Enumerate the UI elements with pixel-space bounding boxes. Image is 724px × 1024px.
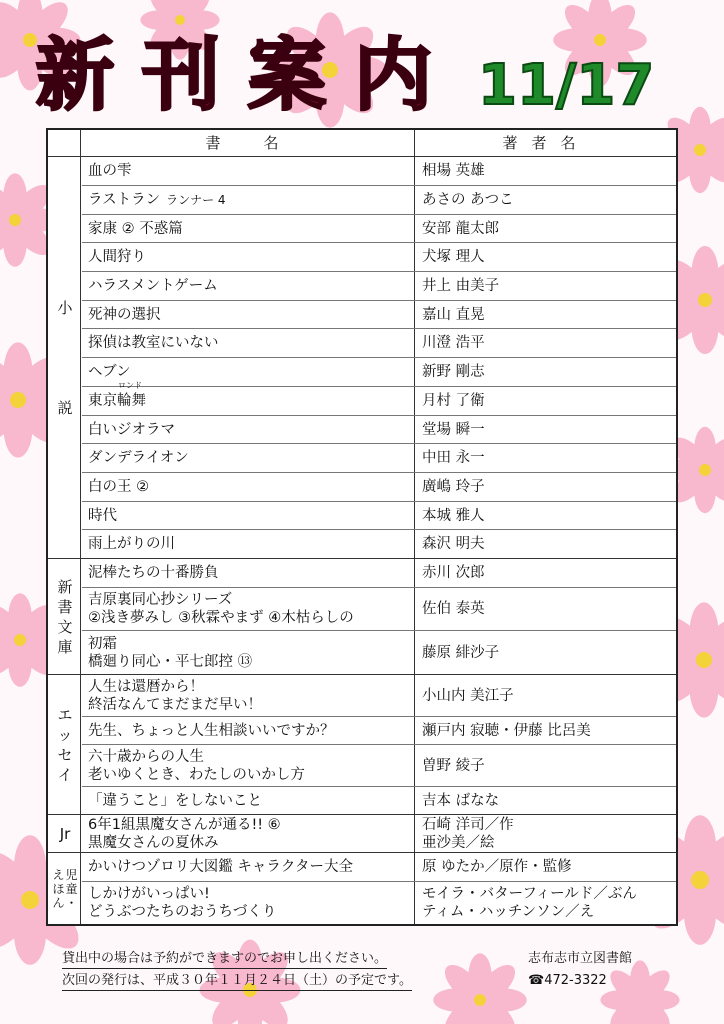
- table-row: [82, 530, 676, 559]
- table-row: [82, 358, 676, 387]
- section-novel-char: 小: [57, 298, 73, 317]
- book-title: [88, 745, 412, 786]
- book-title: かいけつゾロリ大図鑑 キャラクター大全: [88, 859, 354, 875]
- table-row: [82, 787, 676, 815]
- table-header: [48, 130, 676, 157]
- book-author: 小山内 美江子: [422, 687, 514, 704]
- section-jidou-col: [66, 868, 78, 910]
- book-title: 白の王 ②: [88, 479, 150, 495]
- next-issue-note: 次回の発行は、平成３０年１１月２４日（土）の予定です。: [62, 972, 412, 991]
- book-title: [88, 882, 412, 924]
- book-title: 家康 ② 不惑篇: [88, 220, 183, 237]
- book-author: 曽野 綾子: [422, 757, 485, 774]
- table-row: [82, 157, 676, 186]
- table-row: [82, 272, 676, 301]
- section-junior: [48, 815, 82, 853]
- table-row: [82, 381, 676, 416]
- section-essay-char: イ: [57, 765, 73, 784]
- page-title: 新刊案内: [36, 31, 461, 121]
- library-name: 志布志市立図書館: [528, 951, 633, 966]
- book-author: 犬塚 理人: [422, 249, 485, 265]
- table-row: [82, 502, 676, 530]
- table-row: [82, 588, 676, 631]
- book-title: 泥棒たちの十番勝負: [88, 565, 219, 581]
- table-row: [82, 243, 676, 272]
- book-author: 本城 雅人: [422, 507, 485, 524]
- book-title: 「違うこと」をしないこと: [88, 792, 262, 809]
- book-title-line1: 吉原裏同心抄シリーズ: [88, 592, 233, 608]
- book-author: [422, 882, 672, 924]
- book-title-line2: どうぶつたちのおうちづくり: [88, 904, 277, 920]
- book-title: [88, 815, 412, 852]
- table-row: [82, 473, 676, 502]
- book-author-line1: モイラ・バターフィールド／ぶん: [422, 886, 637, 902]
- table-row: [82, 745, 676, 787]
- column-header-title: 書 名: [205, 134, 293, 152]
- reservation-note: 貸出中の場合は予約ができますのでお申し出ください。: [62, 950, 387, 969]
- section-bunko-char: 文: [57, 617, 73, 636]
- book-title-line1: 六十歳からの人生: [88, 748, 204, 765]
- book-title-line1: 人生は還暦から！: [88, 678, 204, 695]
- book-title: [88, 588, 412, 630]
- library-phone: ☎472-3322: [528, 973, 607, 988]
- book-title-line2: 橋廻り同心・平七郎控 ⑬: [88, 653, 253, 670]
- book-author: 森沢 明夫: [422, 536, 485, 552]
- book-author: 川澄 浩平: [422, 335, 485, 351]
- book-author: 安部 龍太郎: [422, 220, 500, 237]
- book-title: [88, 186, 412, 214]
- book-title-line2: ②浅き夢みし ③秋霖やまず ④木枯らしの: [88, 610, 354, 626]
- book-title-line2: 老いゆくとき、わたしのいかし方: [88, 766, 305, 783]
- book-author: 赤川 次郎: [422, 565, 485, 581]
- table-row: [82, 717, 676, 745]
- book-title-ruby: ロンド: [118, 381, 142, 390]
- table-row: [82, 559, 676, 588]
- table-row: [82, 882, 676, 924]
- book-author: 佐伯 泰英: [422, 601, 485, 617]
- table-row: [82, 416, 676, 444]
- book-title-line1: 初霜: [88, 635, 117, 652]
- book-title: ダンデライオン: [88, 450, 189, 466]
- book-title: ヘブン: [88, 364, 131, 380]
- section-ehon-char: ほ: [52, 881, 65, 896]
- section-novel: [48, 157, 82, 559]
- book-author: 瀬戸内 寂聴・伊藤 比呂美: [422, 722, 591, 739]
- book-title: 探偵は教室にいない: [88, 335, 219, 351]
- new-books-table: [46, 128, 678, 926]
- section-bunko-char: 庫: [57, 637, 73, 656]
- section-bunko-char: 書: [57, 597, 73, 616]
- section-jidou-ehon: [48, 853, 82, 924]
- book-title: 白いジオラマ: [88, 421, 175, 438]
- book-title: 雨上がりの川: [88, 536, 175, 552]
- section-junior-label: Jr: [59, 824, 71, 843]
- section-ehon-col: [52, 868, 64, 910]
- book-author: 新野 剛志: [422, 364, 485, 380]
- header: [36, 28, 696, 124]
- table-row: [82, 329, 676, 358]
- issue-date: 11/17: [478, 53, 655, 118]
- section-essay-char: ッ: [57, 725, 73, 744]
- book-author: 吉本 ばなな: [422, 792, 500, 809]
- book-title-main: 東京輪舞: [88, 393, 146, 409]
- book-author: 中田 永一: [422, 450, 485, 466]
- book-title-line2: 終活なんてまだまだ早い！: [88, 696, 262, 713]
- section-essay-char: エ: [57, 705, 73, 724]
- book-author: 相場 英雄: [422, 163, 485, 179]
- section-jidou-char: ・: [65, 895, 78, 910]
- book-title: [88, 631, 412, 674]
- table-row: [82, 631, 676, 675]
- book-title-line2: 黒魔女さんの夏休み: [88, 834, 219, 851]
- book-author: あさの あつこ: [422, 192, 514, 208]
- book-title: 死神の選択: [88, 306, 161, 323]
- section-ehon-char: え: [52, 867, 65, 882]
- book-title: [88, 675, 412, 716]
- table-row: [82, 301, 676, 329]
- book-author: 月村 了衛: [422, 393, 485, 409]
- book-author: 堂場 瞬一: [422, 421, 485, 438]
- book-author: [422, 815, 672, 852]
- table-row: [82, 675, 676, 717]
- book-subtitle: ランナー 4: [166, 193, 226, 207]
- section-essay-char: セ: [57, 745, 73, 764]
- book-author-line2: ティム・ハッチンソン／え: [422, 904, 595, 920]
- table-row: [82, 215, 676, 243]
- section-jidou-char: 童: [65, 881, 78, 896]
- table-row: [82, 815, 676, 853]
- section-jidou-char: 児: [65, 867, 78, 882]
- book-author-line2: 亜沙美／絵: [422, 834, 495, 851]
- table-row: [82, 853, 676, 882]
- book-title: ハラスメントゲーム: [88, 278, 218, 294]
- book-title-line1: しかけがいっぱい!: [88, 886, 210, 902]
- book-title: [88, 381, 412, 415]
- book-author: 廣嶋 玲子: [422, 479, 485, 495]
- section-shinsho-bunko: [48, 559, 82, 675]
- section-bunko-char: 新: [57, 577, 73, 596]
- book-author: 嘉山 直晃: [422, 306, 485, 323]
- section-essay: [48, 675, 82, 815]
- book-author: 藤原 緋沙子: [422, 644, 500, 661]
- book-author: 井上 由美子: [422, 278, 500, 294]
- book-title: 時代: [88, 507, 117, 524]
- column-header-author: 著者名: [502, 134, 590, 152]
- book-author-line1: 石崎 洋司／作: [422, 816, 514, 833]
- book-title-line1: 6年1組黒魔女さんが通る!! ⑥: [88, 816, 281, 833]
- book-title: 人間狩り: [88, 249, 146, 265]
- book-title-main: ラストラン: [88, 192, 161, 208]
- section-novel-char: 説: [57, 398, 73, 417]
- table-row: [82, 186, 676, 215]
- book-title: 血の雫: [88, 163, 132, 179]
- table-row: [82, 444, 676, 473]
- book-author: 原 ゆたか／原作・監修: [422, 859, 572, 875]
- section-ehon-char: ん: [52, 895, 65, 910]
- book-title: 先生、ちょっと人生相談いいですか？: [88, 722, 335, 739]
